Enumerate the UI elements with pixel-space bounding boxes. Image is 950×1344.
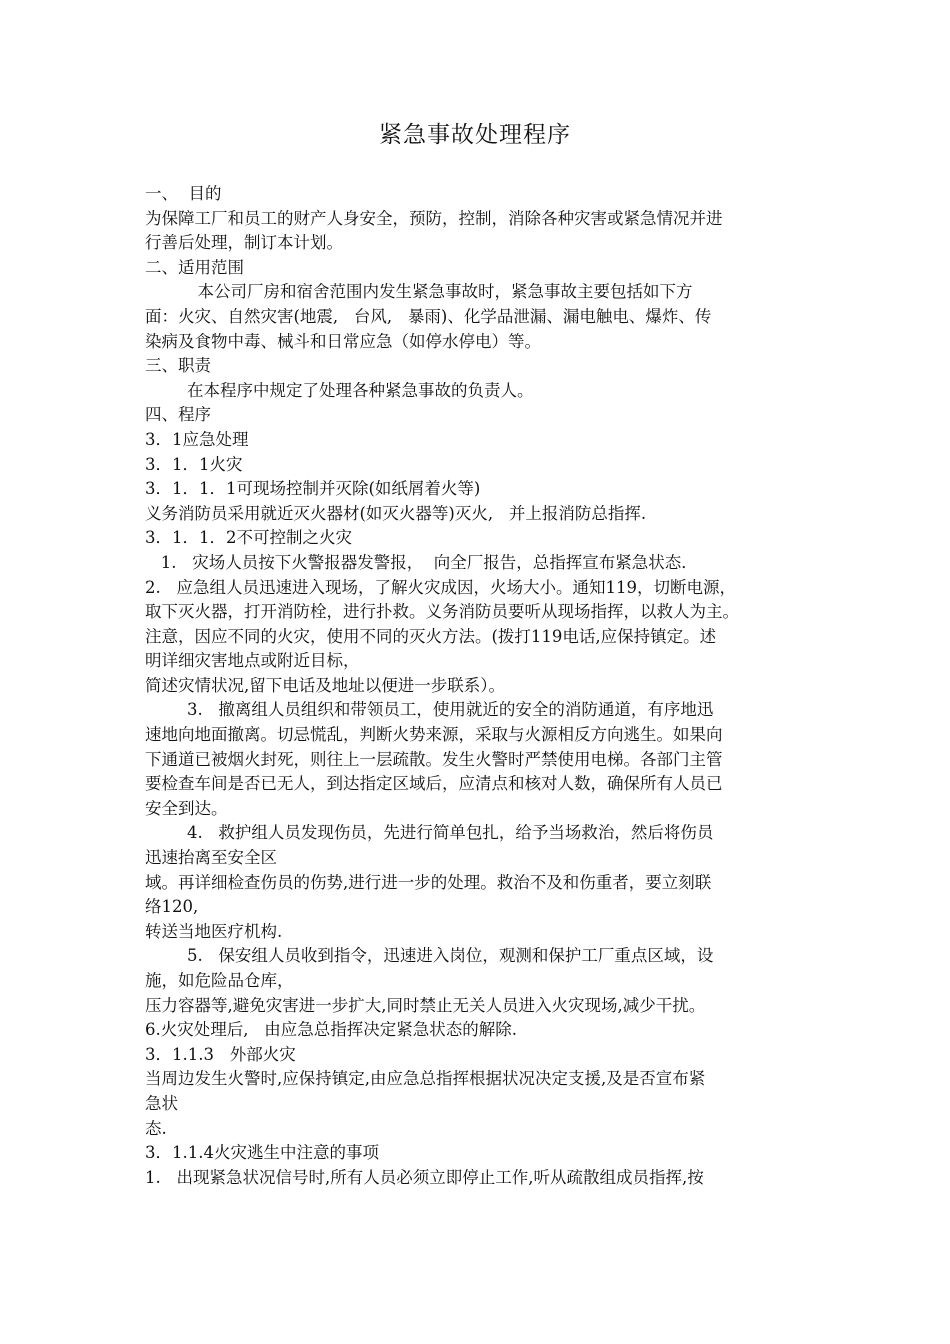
body-line: 4. 救护组人员发现伤员，先进行简单包扎，给予当场救治，然后将伤员 [145, 823, 714, 843]
body-line: 络120, [145, 897, 199, 917]
body-line: 安全到达。 [145, 798, 228, 818]
body-line: 2. 应急组人员迅速进入现场，了解火灾成因，火场大小。通知119，切断电源， [145, 577, 736, 597]
body-line: 3．1.1.4火灾逃生中注意的事项 [145, 1143, 379, 1163]
body-line: 一、 目的 [145, 184, 222, 203]
body-line: 5. 保安组人员收到指令，迅速进入岗位，观测和保护工厂重点区域，设 [145, 946, 714, 966]
body-line: 3．1应急处理 [145, 429, 249, 449]
body-line: 三、职责 [145, 356, 211, 376]
body-line: 施，如危险品仓库， [145, 971, 294, 990]
body-line: 在本程序中规定了处理各种紧急事故的负责人。 [145, 380, 534, 400]
body-line: 当周边发生火警时,应保持镇定,由应急总指挥根据状况决定支援,及是否宣布紧 [145, 1069, 706, 1089]
body-line: 取下灭火器，打开消防栓，进行扑救。义务消防员要听从现场指挥，以救人为主。 [145, 602, 739, 622]
body-line: 1. 出现紧急状况信号时,所有人员必须立即停止工作,听从疏散组成员指挥,按 [145, 1167, 704, 1187]
body-line: 域。再详细检查伤员的伤势,进行进一步的处理。救治不及和伤重者，要立刻联 [145, 872, 712, 892]
body-line: 1. 灾场人员按下火警报器发警报， 向全厂报告，总指挥宣布紧急状态． [145, 552, 698, 572]
body-line: 转送当地医疗机构. [145, 921, 283, 941]
document-body [145, 182, 811, 1190]
body-line: 要检查车间是否已无人，到达指定区域后，应清点和核对人数，确保所有人员已 [145, 774, 723, 794]
document-title: 紧急事故处理程序 [379, 122, 571, 148]
body-line: 面：火灾、自然灾害(地震, 台风, 暴雨)、化学品泄漏、漏电触电、爆炸、传 [145, 306, 712, 326]
body-line: 急状 [145, 1093, 178, 1113]
body-line: 注意，因应不同的火灾，使用不同的灭火方法。(拨打119电话,应保持镇定。述 [145, 626, 717, 646]
body-line: 速地向地面撤离。切忌慌乱，判断火势来源，采取与火源相反方向逃生。如果向 [145, 725, 723, 745]
body-line: 四、程序 [145, 405, 211, 425]
body-line: 3．1．1．1可现场控制并灭除(如纸屑着火等) [145, 479, 481, 499]
body-line: 6.火灾处理后, 由应急总指挥决定紧急状态的解除. [145, 1020, 517, 1040]
body-line: 迅速抬离至安全区 [145, 848, 277, 868]
body-line: 染病及食物中毒、械斗和日常应急（如停水停电）等。 [145, 331, 541, 351]
body-line: 为保障工厂和员工的财产人身安全，预防，控制，消除各种灾害或紧急情况并进 [145, 208, 723, 228]
body-line: 行善后处理，制订本计划。 [145, 233, 343, 253]
body-line: 3．1．1火灾 [145, 454, 243, 474]
body-line: 3．1.1.3 外部火灾 [145, 1044, 296, 1064]
body-line: 3. 撤离组人员组织和带领员工，使用就近的安全的消防通道，有序地迅 [145, 700, 714, 720]
body-line: 义务消防员采用就近灭火器材(如灭火器等)灭火, 并上报消防总指挥. [145, 503, 647, 523]
body-line: 3．1．1．2不可控制之火灾 [145, 528, 352, 548]
body-line: 简述灾情状况,留下电话及地址以便进一步联系）。 [145, 675, 505, 695]
body-line: 二、适用范围 [145, 257, 244, 277]
body-line: 态. [145, 1118, 167, 1138]
body-line: 下通道已被烟火封死，则往上一层疏散。发生火警时严禁使用电梯。各部门主管 [145, 749, 723, 769]
body-line: 明详细灾害地点或附近目标， [145, 651, 360, 671]
body-line: 压力容器等,避免灾害进一步扩大,同时禁止无关人员进入火灾现场,减少干扰。 [145, 995, 706, 1015]
body-line: 本公司厂房和宿舍范围内发生紧急事故时，紧急事故主要包括如下方 [145, 282, 693, 302]
